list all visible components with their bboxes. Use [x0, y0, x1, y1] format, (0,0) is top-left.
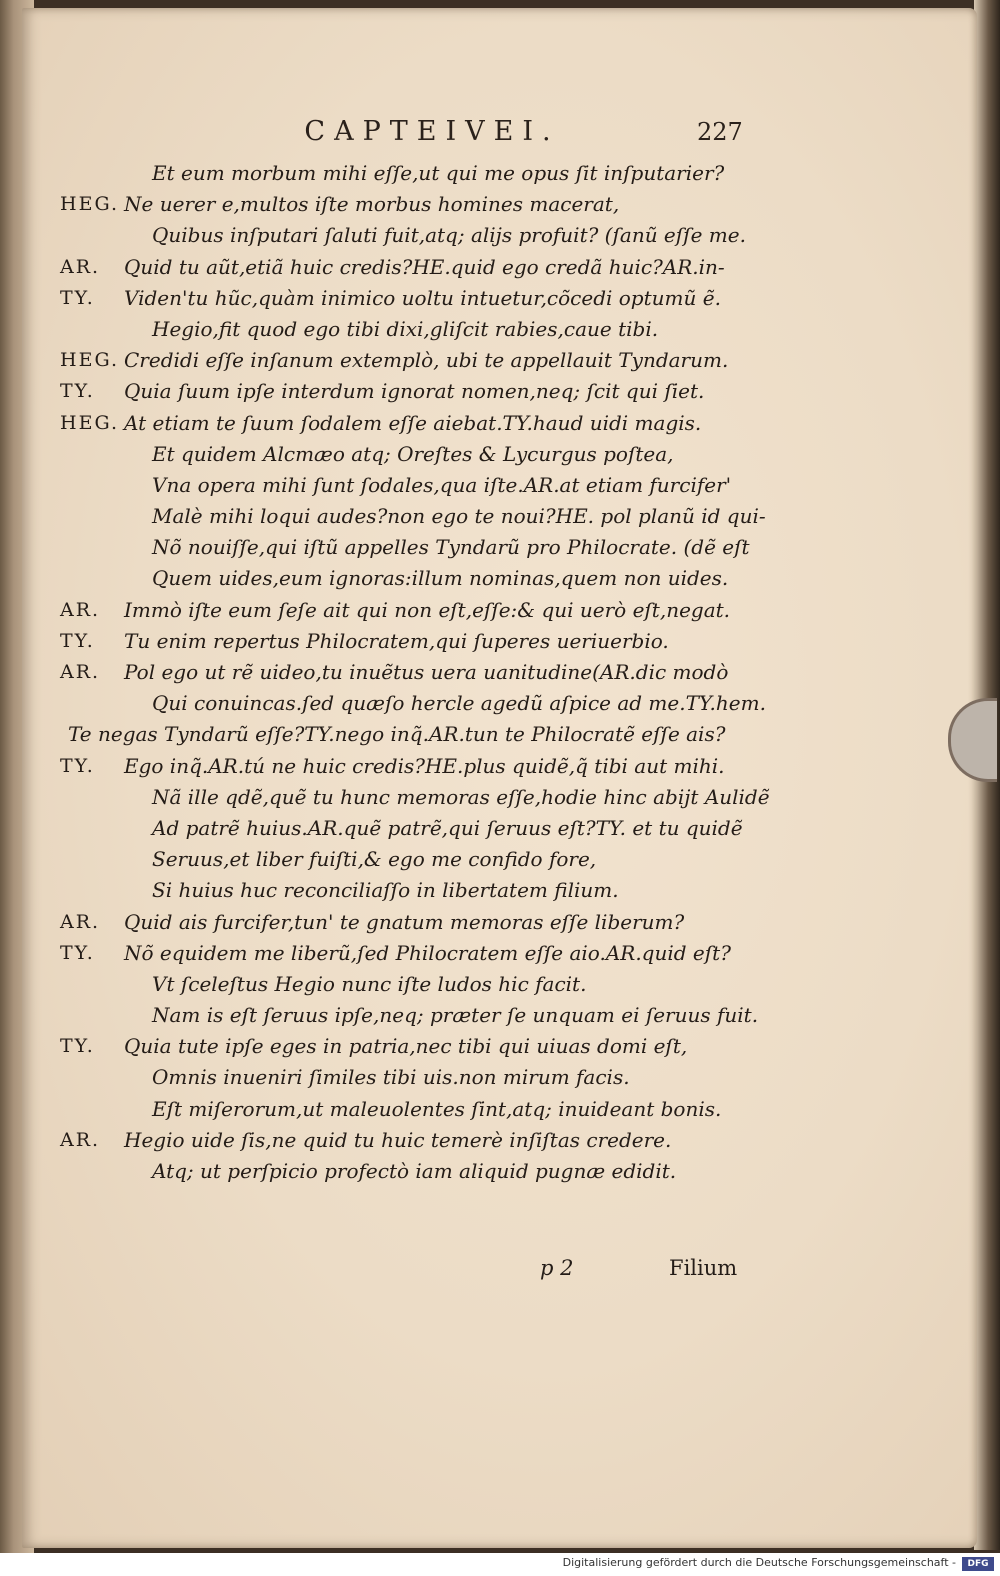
verse-line	[60, 875, 780, 906]
verse-text: Immò iſte eum ſeſe ait qui non eſt,eſſe:& qui uerò eſt,negat.	[124, 597, 731, 622]
verse-line	[60, 688, 780, 719]
verse-line	[60, 595, 780, 626]
verse-line	[60, 751, 780, 782]
speaker-label: TY.	[60, 941, 95, 964]
verse-line	[60, 408, 780, 439]
running-title: CAPTEIVEI.	[304, 116, 560, 147]
verse-line	[60, 283, 780, 314]
verse-text: Quid ais furcifer,tun' te gnatum memoras eſſe liberum?	[124, 909, 685, 934]
verse-line	[60, 439, 780, 470]
verse-text: Hegio uide ſis,ne quid tu huic temerè inſiſtas credere.	[124, 1127, 672, 1152]
speaker-label: AR.	[60, 598, 101, 621]
verse-text: Atq; ut perſpicio profectò iam aliquid pugnæ edidit.	[152, 1159, 677, 1183]
verse-text: Vt ſceleſtus Hegio nunc iſte ludos hic facit.	[152, 971, 587, 996]
verse-text: Nã ille qdẽ,quẽ tu hunc memoras eſſe,hodie hinc abijt Aulidẽ	[152, 784, 770, 809]
verse-text: Ego inq̃.AR.tú ne huic credis?HE.plus quidẽ,q̃ tibi aut mihi.	[124, 753, 725, 778]
verse-line	[60, 563, 780, 594]
signature-mark: p 2	[540, 1256, 574, 1280]
verse-line	[60, 158, 780, 189]
verse-text: Quem uides,eum ignoras:illum nominas,quem non uides.	[152, 566, 729, 591]
speaker-label: HEG.	[60, 349, 119, 372]
verse-line	[60, 252, 780, 283]
speaker-label: TY.	[60, 754, 95, 777]
verse-line	[60, 938, 780, 969]
verse-line	[60, 719, 780, 750]
verse-line	[60, 470, 780, 501]
speaker-label: AR.	[60, 910, 101, 933]
verse-line	[60, 345, 780, 376]
verse-line	[60, 782, 780, 813]
verse-line	[60, 220, 780, 251]
speaker-label: AR.	[60, 255, 101, 278]
verse-text: Credidi eſſe inſanum extemplò, ubi te appellauit Tyndarum.	[124, 348, 729, 373]
verse-line	[60, 314, 780, 345]
dfg-credit-bar	[0, 1553, 1000, 1576]
verse-text: Ne uerer e,multos iſte morbus homines macerat,	[124, 192, 620, 217]
verse-text-block	[60, 158, 780, 1187]
verse-line	[60, 1156, 780, 1187]
page-header	[22, 116, 977, 156]
verse-text: Quid tu aũt,etiã huic credis?HE.quid ego credã huic?AR.in-	[124, 254, 725, 279]
verse-text: Omnis inueniri ſimiles tibi uis.non mirum facis.	[152, 1065, 630, 1090]
verse-text: Vna opera mihi ſunt ſodales,qua iſte.AR.at etiam furcifer'	[152, 472, 732, 497]
verse-text: Pol ego ut rẽ uideo,tu inuẽtus uera uanitudine(AR.dic modò	[124, 660, 729, 684]
verse-line	[60, 501, 780, 532]
speaker-label: TY.	[60, 286, 95, 309]
verse-line	[60, 1000, 780, 1031]
dfg-logo-icon: DFG	[962, 1557, 994, 1571]
verse-line	[60, 1031, 780, 1062]
verse-text: Viden'tu hũc,quàm inimico uoltu intuetur,cõcedi optumũ ẽ.	[124, 285, 721, 310]
verse-text: Et quidem Alcmæo atq; Oreſtes & Lycurgus poſtea,	[152, 441, 674, 466]
dfg-credit-text: Digitalisierung gefördert durch die Deutsche Forschungsgemeinschaft -	[562, 1556, 956, 1569]
page-footer	[22, 1256, 977, 1286]
verse-text: Malè mihi loqui audes?non ego te noui?HE. pol planũ id qui-	[152, 504, 766, 529]
verse-line	[60, 1062, 780, 1093]
verse-text: Quia ſuum ipſe interdum ignorat nomen,neq; ſcit qui ſiet.	[124, 379, 705, 404]
verse-line	[60, 657, 780, 688]
verse-line	[60, 532, 780, 563]
verse-line	[60, 907, 780, 938]
page-number: 227	[697, 118, 743, 146]
verse-text: Tu enim repertus Philocratem,qui ſuperes ueriuerbio.	[124, 628, 669, 653]
verse-line	[60, 1094, 780, 1125]
speaker-label: TY.	[60, 629, 95, 652]
verse-line	[60, 1125, 780, 1156]
verse-text: Eſt miſerorum,ut maleuolentes ſint,atq; inuideant bonis.	[152, 1096, 722, 1121]
verse-text: Qui conuincas.ſed quæſo hercle agedũ aſpice ad me.TY.hem.	[152, 691, 766, 716]
book-page	[22, 8, 977, 1548]
verse-line	[60, 969, 780, 1000]
verse-line	[60, 844, 780, 875]
speaker-label: TY.	[60, 380, 95, 403]
speaker-label: HEG.	[60, 193, 119, 216]
verse-text: Nam is eſt ſeruus ipſe,neq; præter ſe unquam ei ſeruus fuit.	[152, 1003, 759, 1028]
speaker-label: AR.	[60, 661, 101, 683]
verse-text: Hegio,fit quod ego tibi dixi,gliſcit rabies,caue tibi.	[152, 316, 659, 341]
speaker-label: HEG.	[60, 411, 119, 434]
catchword: Filium	[669, 1256, 738, 1280]
verse-line	[60, 189, 780, 220]
speaker-label: AR.	[60, 1128, 101, 1151]
verse-text: Seruus,et liber fuiſti,& ego me confido fore,	[152, 847, 597, 872]
speaker-label: TY.	[60, 1035, 95, 1058]
verse-text: Si huius huc reconciliaſſo in libertatem filium.	[152, 878, 619, 903]
verse-text: Quia tute ipſe eges in patria,nec tibi qui uiuas domi eſt,	[124, 1034, 688, 1059]
verse-text: At etiam te ſuum ſodalem eſſe aiebat.TY.haud uidi magis.	[124, 410, 702, 435]
verse-text: Te negas Tyndarũ eſſe?TY.nego inq̃.AR.tun te Philocratẽ eſſe ais?	[68, 722, 726, 747]
verse-line	[60, 376, 780, 407]
verse-text: Et eum morbum mihi eſſe,ut qui me opus ſit inſputarier?	[152, 161, 725, 185]
verse-text: Quibus inſputari ſaluti fuit,atq; alijs profuit? (ſanũ eſſe me.	[152, 223, 746, 248]
verse-line	[60, 626, 780, 657]
verse-line	[60, 813, 780, 844]
verse-text: Ad patrẽ huius.AR.quẽ patrẽ,qui ſeruus eſt?TY. et tu quidẽ	[152, 815, 743, 840]
verse-text: Nõ equidem me liberũ,ſed Philocratem eſſe aio.AR.quid eſt?	[124, 940, 731, 965]
verse-text: Nõ nouiſſe,qui iſtũ appelles Tyndarũ pro Philocrate. (dẽ eſt	[152, 535, 750, 560]
